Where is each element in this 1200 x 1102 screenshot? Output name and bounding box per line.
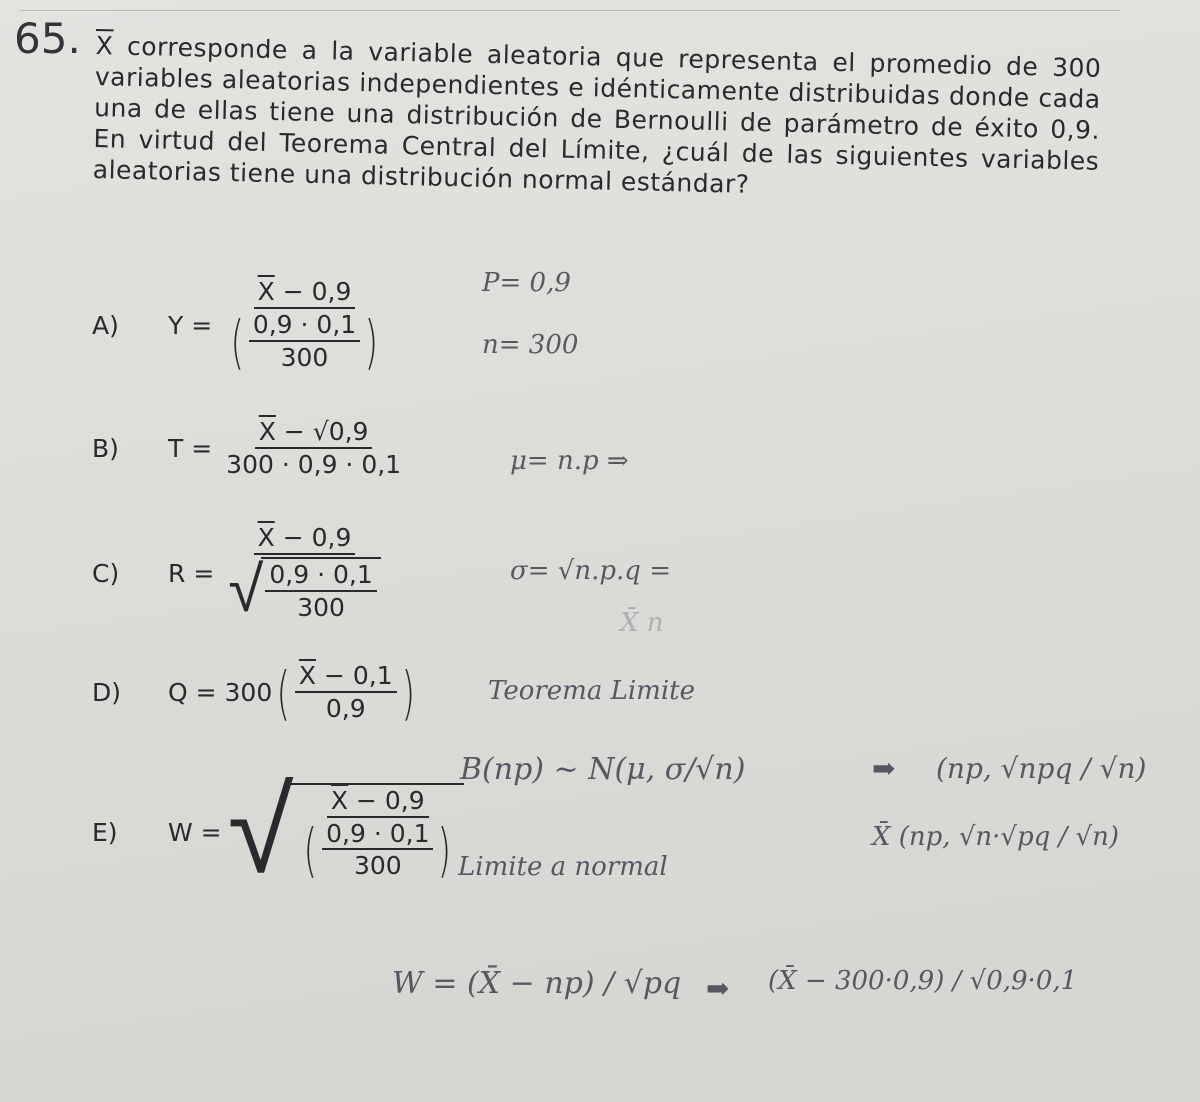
option-d-label: D): [92, 678, 122, 708]
option-e-xbar: X: [330, 785, 349, 815]
option-b-label: B): [92, 434, 119, 464]
option-b[interactable]: [92, 418, 405, 480]
question-stem: [92, 30, 1101, 208]
note-sigma: σ= √n.p.q =: [510, 556, 671, 586]
option-c-inner-num: 0,9 · 0,1: [265, 561, 376, 592]
option-c-num: − 0,9: [274, 523, 352, 552]
option-b-den: 300 · 0,9 · 0,1: [226, 449, 402, 479]
option-a-inner-den: 300: [280, 342, 329, 372]
note-xbar-n: X̄ n: [620, 608, 664, 638]
option-c-inner-den: 300: [297, 592, 345, 622]
note-limite: Limite a normal: [458, 852, 668, 882]
note-bernoulli: B(np) ~ N(μ, σ/√n): [460, 752, 746, 787]
option-b-fraction: [222, 418, 405, 480]
option-d-fraction: [295, 662, 397, 724]
option-e-inner-den: 300: [353, 851, 402, 881]
option-e-label: E): [92, 817, 118, 847]
option-b-var: T =: [168, 434, 213, 464]
option-e-fraction: X − 0,9 ( $\frac{0,9 \cdot 0,1}{300}$ ): [291, 783, 464, 881]
note-w-formula: W = (X̄ − np) / √pq: [392, 966, 682, 1001]
option-d-xbar: $\overline{X}$: [298, 661, 317, 690]
option-c-xbar: $\overline{X}$: [257, 523, 275, 552]
top-rule: [20, 10, 1120, 11]
option-d[interactable]: D) Q = 300 ( $\frac{\overline{X} - 0,1}{0,9}$ ): [92, 658, 415, 727]
note-normal-1: (np, √npq / √n): [936, 752, 1147, 785]
question-number: 65.: [14, 14, 81, 63]
option-d-var: Q = 300: [168, 678, 273, 708]
option-a-inner-num: 0,9 · 0,1: [249, 311, 360, 342]
option-c-label: C): [92, 558, 120, 588]
note-p: P= 0,9: [482, 268, 571, 298]
option-e[interactable]: [92, 762, 464, 901]
xbar-symbol: $\overline{X}$: [95, 30, 114, 61]
option-c[interactable]: [92, 523, 385, 627]
option-a-num: − 0,9: [274, 277, 352, 306]
option-e-var: W =: [168, 817, 222, 847]
option-c-fraction: [224, 523, 384, 627]
option-a-fraction: $\overline{X} - 0,9$ ( $\frac{0,9 \cdot 0,1}{300}$ ): [230, 277, 379, 376]
option-a-label: A): [92, 310, 119, 340]
option-b-xbar: $\overline{X}$: [258, 417, 276, 446]
note-w-result: (X̄ − 300·0,9) / √0,9·0,1: [768, 966, 1078, 996]
right-arrow-icon: ➡: [706, 972, 730, 1005]
option-a[interactable]: [92, 277, 387, 376]
sqrt-icon: √: [228, 552, 264, 627]
note-teorema: Teorema Limite: [488, 676, 695, 706]
note-n: n= 300: [482, 330, 579, 360]
right-arrow-icon: ➡: [872, 752, 896, 785]
option-a-var: Y =: [168, 310, 213, 340]
option-e-num: − 0,9: [348, 785, 425, 815]
note-mu: μ= n.p ⇒: [510, 446, 629, 476]
option-e-inner-num: 0,9 · 0,1: [322, 820, 433, 851]
option-a-xbar: $\overline{X}$: [257, 277, 275, 306]
note-normal-2: X̄ (np, √n·√pq / √n): [872, 822, 1120, 852]
option-b-num: − √0,9: [275, 417, 369, 446]
option-c-var: R =: [168, 558, 215, 588]
sqrt-icon: √: [227, 762, 294, 901]
option-d-den: 0,9: [325, 693, 366, 723]
question-text: corresponde a la variable aleatoria que representa el promedio de 300 variables aleatorias independientes e idénticamente distribuidas donde cada una de ellas tiene una distribución de Bernoulli de parámetro de éxito 0,9. En virtud del Teorema Central del Límite, ¿cuál de las siguientes variables aleatorias tiene una distribución normal estándar?: [92, 31, 1102, 199]
option-d-num: − 0,1: [316, 661, 393, 690]
